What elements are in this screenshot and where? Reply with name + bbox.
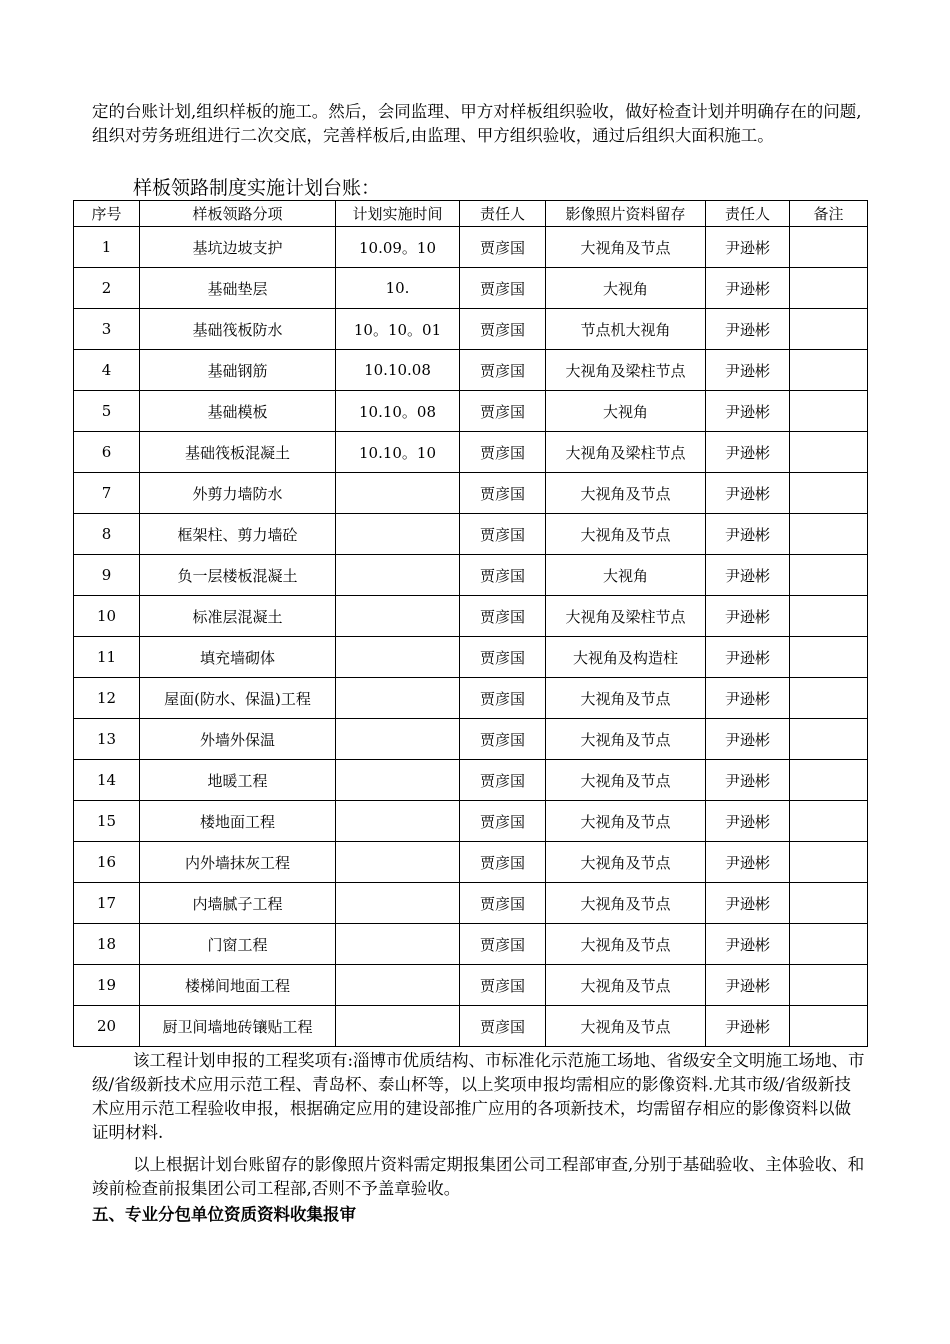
cell-responsible: 贾彦国 (460, 678, 546, 719)
cell-responsible-2: 尹逊彬 (706, 555, 790, 596)
cell-photo-record: 大视角及节点 (546, 883, 706, 924)
cell-responsible-2: 尹逊彬 (706, 1006, 790, 1047)
cell-responsible: 贾彦国 (460, 801, 546, 842)
cell-planned-time (336, 883, 460, 924)
cell-planned-time: 10.10。08 (336, 391, 460, 432)
table-row (74, 801, 868, 842)
table-row (74, 637, 868, 678)
header-remarks: 备注 (790, 201, 868, 227)
cell-photo-record: 大视角及节点 (546, 965, 706, 1006)
cell-responsible: 贾彦国 (460, 432, 546, 473)
cell-responsible: 贾彦国 (460, 309, 546, 350)
table-caption: 样板领路制度实施计划台账： (133, 177, 381, 199)
cell-responsible-2: 尹逊彬 (706, 432, 790, 473)
table-row (74, 719, 868, 760)
cell-photo-record: 节点机大视角 (546, 309, 706, 350)
cell-photo-record: 大视角及节点 (546, 719, 706, 760)
cell-item: 内外墙抹灰工程 (140, 842, 336, 883)
cell-remarks (790, 227, 868, 268)
cell-photo-record: 大视角 (546, 555, 706, 596)
cell-remarks (790, 842, 868, 883)
cell-planned-time (336, 842, 460, 883)
cell-photo-record: 大视角及节点 (546, 1006, 706, 1047)
cell-responsible: 贾彦国 (460, 268, 546, 309)
cell-remarks (790, 924, 868, 965)
table-row (74, 842, 868, 883)
cell-remarks (790, 432, 868, 473)
cell-serial: 15 (74, 801, 140, 842)
cell-responsible-2: 尹逊彬 (706, 596, 790, 637)
cell-planned-time (336, 637, 460, 678)
cell-remarks (790, 883, 868, 924)
cell-planned-time (336, 473, 460, 514)
cell-serial: 12 (74, 678, 140, 719)
table-row (74, 883, 868, 924)
cell-item: 基础钢筋 (140, 350, 336, 391)
cell-serial: 5 (74, 391, 140, 432)
cell-item: 外墙外保温 (140, 719, 336, 760)
cell-photo-record: 大视角 (546, 391, 706, 432)
cell-planned-time (336, 555, 460, 596)
cell-serial: 19 (74, 965, 140, 1006)
cell-planned-time: 10. (336, 268, 460, 309)
cell-remarks (790, 391, 868, 432)
cell-item: 厨卫间墙地砖镶贴工程 (140, 1006, 336, 1047)
cell-remarks (790, 965, 868, 1006)
cell-responsible: 贾彦国 (460, 1006, 546, 1047)
cell-remarks (790, 760, 868, 801)
cell-photo-record: 大视角及节点 (546, 760, 706, 801)
cell-remarks (790, 268, 868, 309)
cell-planned-time (336, 678, 460, 719)
cell-responsible-2: 尹逊彬 (706, 801, 790, 842)
cell-responsible-2: 尹逊彬 (706, 637, 790, 678)
cell-responsible: 贾彦国 (460, 760, 546, 801)
table-row (74, 596, 868, 637)
cell-photo-record: 大视角及节点 (546, 473, 706, 514)
cell-photo-record: 大视角及节点 (546, 678, 706, 719)
cell-planned-time: 10.09。10 (336, 227, 460, 268)
cell-item: 楼地面工程 (140, 801, 336, 842)
cell-remarks (790, 719, 868, 760)
cell-planned-time (336, 514, 460, 555)
table-row (74, 391, 868, 432)
cell-planned-time (336, 1006, 460, 1047)
cell-responsible-2: 尹逊彬 (706, 924, 790, 965)
cell-responsible: 贾彦国 (460, 227, 546, 268)
cell-item: 基础模板 (140, 391, 336, 432)
cell-planned-time (336, 924, 460, 965)
cell-responsible: 贾彦国 (460, 555, 546, 596)
cell-responsible-2: 尹逊彬 (706, 883, 790, 924)
cell-serial: 4 (74, 350, 140, 391)
cell-planned-time (336, 965, 460, 1006)
cell-responsible-2: 尹逊彬 (706, 514, 790, 555)
cell-serial: 1 (74, 227, 140, 268)
cell-planned-time (336, 719, 460, 760)
awards-paragraph (92, 1049, 866, 1145)
cell-responsible-2: 尹逊彬 (706, 965, 790, 1006)
cell-photo-record: 大视角及梁柱节点 (546, 350, 706, 391)
cell-item: 标准层混凝土 (140, 596, 336, 637)
cell-serial: 10 (74, 596, 140, 637)
cell-responsible: 贾彦国 (460, 842, 546, 883)
cell-responsible: 贾彦国 (460, 637, 546, 678)
cell-item: 基础垫层 (140, 268, 336, 309)
cell-responsible: 贾彦国 (460, 391, 546, 432)
table-row (74, 514, 868, 555)
header-serial: 序号 (74, 201, 140, 227)
cell-planned-time (336, 801, 460, 842)
cell-remarks (790, 350, 868, 391)
cell-item: 基础筏板混凝土 (140, 432, 336, 473)
cell-serial: 20 (74, 1006, 140, 1047)
cell-remarks (790, 514, 868, 555)
cell-responsible-2: 尹逊彬 (706, 842, 790, 883)
cell-responsible: 贾彦国 (460, 473, 546, 514)
cell-item: 内墙腻子工程 (140, 883, 336, 924)
table-row (74, 678, 868, 719)
cell-planned-time: 10.10.08 (336, 350, 460, 391)
cell-item: 外剪力墙防水 (140, 473, 336, 514)
cell-remarks (790, 555, 868, 596)
header-planned-time: 计划实施时间 (336, 201, 460, 227)
cell-serial: 7 (74, 473, 140, 514)
cell-item: 填充墙砌体 (140, 637, 336, 678)
cell-responsible: 贾彦国 (460, 350, 546, 391)
cell-photo-record: 大视角 (546, 268, 706, 309)
table-row (74, 760, 868, 801)
cell-planned-time: 10.10。10 (336, 432, 460, 473)
review-paragraph-text: 以上根据计划台账留存的影像照片资料需定期报集团公司工程部审查,分别于基础验收、主体验收、和竣前检查前报集团公司工程部,否则不予盖章验收。 (92, 1155, 865, 1198)
cell-item: 框架柱、剪力墙砼 (140, 514, 336, 555)
cell-responsible: 贾彦国 (460, 965, 546, 1006)
cell-serial: 18 (74, 924, 140, 965)
cell-serial: 17 (74, 883, 140, 924)
section-heading: 五、专业分包单位资质资料收集报审 (92, 1205, 356, 1224)
cell-responsible: 贾彦国 (460, 719, 546, 760)
cell-serial: 3 (74, 309, 140, 350)
sample-plan-ledger-table (73, 200, 868, 1047)
cell-responsible-2: 尹逊彬 (706, 268, 790, 309)
cell-remarks (790, 596, 868, 637)
cell-planned-time: 10。10。01 (336, 309, 460, 350)
cell-item: 负一层楼板混凝土 (140, 555, 336, 596)
cell-serial: 6 (74, 432, 140, 473)
table-row (74, 555, 868, 596)
cell-responsible: 贾彦国 (460, 514, 546, 555)
cell-photo-record: 大视角及梁柱节点 (546, 432, 706, 473)
cell-photo-record: 大视角及构造柱 (546, 637, 706, 678)
header-responsible-2: 责任人 (706, 201, 790, 227)
cell-serial: 13 (74, 719, 140, 760)
cell-photo-record: 大视角及节点 (546, 514, 706, 555)
cell-remarks (790, 309, 868, 350)
cell-responsible-2: 尹逊彬 (706, 227, 790, 268)
table-row (74, 432, 868, 473)
cell-serial: 9 (74, 555, 140, 596)
header-item: 样板领路分项 (140, 201, 336, 227)
cell-planned-time (336, 596, 460, 637)
cell-item: 楼梯间地面工程 (140, 965, 336, 1006)
cell-item: 屋面(防水、保温)工程 (140, 678, 336, 719)
intro-paragraph: 定的台账计划,组织样板的施工。然后，会同监理、甲方对样板组织验收，做好检查计划并明确存在的问题,组织对劳务班组进行二次交底，完善样板后,由监理、甲方组织验收，通过后组织大面积施工。 (92, 102, 862, 145)
cell-remarks (790, 637, 868, 678)
table-row (74, 309, 868, 350)
table-row (74, 965, 868, 1006)
cell-photo-record: 大视角及节点 (546, 842, 706, 883)
cell-responsible-2: 尹逊彬 (706, 391, 790, 432)
cell-serial: 8 (74, 514, 140, 555)
cell-item: 基础筏板防水 (140, 309, 336, 350)
cell-responsible: 贾彦国 (460, 924, 546, 965)
cell-serial: 14 (74, 760, 140, 801)
cell-photo-record: 大视角及梁柱节点 (546, 596, 706, 637)
cell-item: 基坑边坡支护 (140, 227, 336, 268)
table-row (74, 924, 868, 965)
cell-responsible-2: 尹逊彬 (706, 678, 790, 719)
cell-remarks (790, 801, 868, 842)
cell-photo-record: 大视角及节点 (546, 227, 706, 268)
cell-photo-record: 大视角及节点 (546, 801, 706, 842)
cell-responsible-2: 尹逊彬 (706, 760, 790, 801)
cell-serial: 11 (74, 637, 140, 678)
cell-item: 门窗工程 (140, 924, 336, 965)
awards-paragraph-text: 该工程计划申报的工程奖项有:淄博市优质结构、市标准化示范施工场地、省级安全文明施工场地、市级/省级新技术应用示范工程、青岛杯、泰山杯等，以上奖项申报均需相应的影像资料.尤其市级/省级新技术应用示范工程验收申报，根据确定应用的建设部推广应用的各项新技术，均需留存相应的影像资料以做证明材料. (92, 1051, 865, 1142)
cell-responsible-2: 尹逊彬 (706, 350, 790, 391)
cell-responsible: 贾彦国 (460, 883, 546, 924)
header-responsible: 责任人 (460, 201, 546, 227)
table-row (74, 227, 868, 268)
cell-photo-record: 大视角及节点 (546, 924, 706, 965)
table-header-row (74, 201, 868, 227)
table-row (74, 1006, 868, 1047)
cell-responsible-2: 尹逊彬 (706, 473, 790, 514)
cell-serial: 16 (74, 842, 140, 883)
cell-remarks (790, 678, 868, 719)
cell-responsible-2: 尹逊彬 (706, 309, 790, 350)
cell-planned-time (336, 760, 460, 801)
cell-remarks (790, 1006, 868, 1047)
table-row (74, 268, 868, 309)
cell-responsible-2: 尹逊彬 (706, 719, 790, 760)
table-row (74, 473, 868, 514)
cell-serial: 2 (74, 268, 140, 309)
cell-item: 地暖工程 (140, 760, 336, 801)
table-row (74, 350, 868, 391)
review-paragraph (92, 1153, 866, 1201)
cell-responsible: 贾彦国 (460, 596, 546, 637)
header-photo-record: 影像照片资料留存 (546, 201, 706, 227)
cell-remarks (790, 473, 868, 514)
